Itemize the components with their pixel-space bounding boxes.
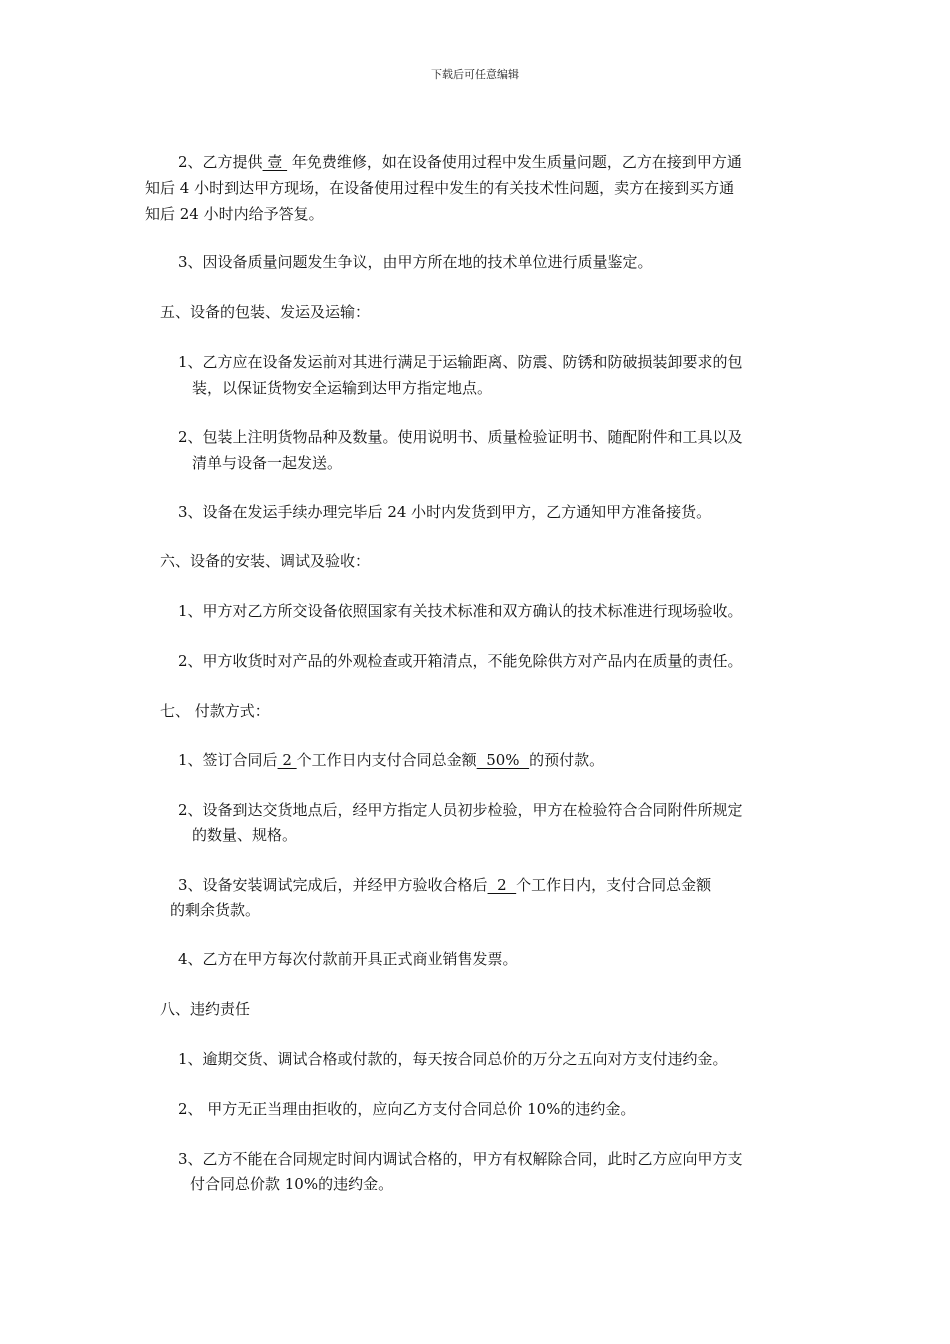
clause-8-1: 1、逾期交货、调试合格或付款的，每天按合同总价的万分之五向对方支付违约金。 [178,1050,728,1068]
clause-7-4: 4、乙方在甲方每次付款前开具正式商业销售发票。 [178,950,518,968]
text: 个工作日内支付合同总金额 [296,751,477,769]
blank-field: 壹 [262,153,288,171]
clause-5-2-line-2: 清单与设备一起发送。 [192,454,343,472]
clause-7-2-line-1: 2、设备到达交货地点后，经甲方指定人员初步检验，甲方在检验符合合同附件所规定 [178,801,743,819]
text: 年免费维修，如在设备使用过程中发生质量问题，乙方在接到甲方通 [287,153,742,171]
clause-5-2-line-1: 2、包装上注明货物品种及数量。使用说明书、质量检验证明书、随配附件和工具以及 [178,428,743,446]
clause-5-1-line-1: 1、乙方应在设备发运前对其进行满足于运输距离、防震、防锈和防破损装卸要求的包 [178,353,743,371]
blank-field: 2 [277,751,297,769]
blank-field: 2 [487,876,517,894]
section-8-title: 八、违约责任 [160,1000,251,1018]
section-5-title: 五、设备的包装、发运及运输： [160,303,371,321]
page-header: 下载后可任意编辑 [431,68,519,81]
text: 2、乙方提供 [178,153,263,171]
clause-8-2: 2、 甲方无正当理由拒收的，应向乙方支付合同总价 10%的违约金。 [178,1100,636,1118]
clause-7-3-line-1 [178,871,711,899]
clause-7-2-line-2: 的数量、规格。 [192,826,298,844]
clause-4-2-line-2: 知后 4 小时到达甲方现场，在设备使用过程中发生的有关技术性问题，卖方在接到买方通 [145,179,735,197]
clause-7-3-line-2: 的剩余货款。 [170,901,261,919]
clause-8-3-line-2: 付合同总价款 10%的违约金。 [190,1175,394,1193]
clause-8-3-line-1: 3、乙方不能在合同规定时间内调试合格的，甲方有权解除合同，此时乙方应向甲方支 [178,1150,743,1168]
clause-4-3: 3、因设备质量问题发生争议，由甲方所在地的技术单位进行质量鉴定。 [178,253,653,271]
blank-field: 50% [476,751,530,769]
clause-4-2-line-1 [178,148,742,176]
clause-5-1-line-2: 装，以保证货物安全运输到达甲方指定地点。 [192,379,493,397]
clause-4-2-line-3: 知后 24 小时内给予答复。 [145,205,324,223]
text: 个工作日内，支付合同总金额 [516,876,712,894]
clause-6-1: 1、甲方对乙方所交设备依照国家有关技术标准和双方确认的技术标准进行现场验收。 [178,602,743,620]
text: 1、签订合同后 [178,751,278,769]
text: 的预付款。 [529,751,605,769]
section-7-title: 七、 付款方式： [160,702,270,720]
clause-7-1 [178,746,604,774]
clause-5-3: 3、设备在发运手续办理完毕后 24 小时内发货到甲方，乙方通知甲方准备接货。 [178,503,712,521]
text: 3、设备安装调试完成后，并经甲方验收合格后 [178,876,488,894]
section-6-title: 六、设备的安装、调试及验收： [160,552,371,570]
clause-6-2: 2、甲方收货时对产品的外观检查或开箱清点，不能免除供方对产品内在质量的责任。 [178,652,743,670]
